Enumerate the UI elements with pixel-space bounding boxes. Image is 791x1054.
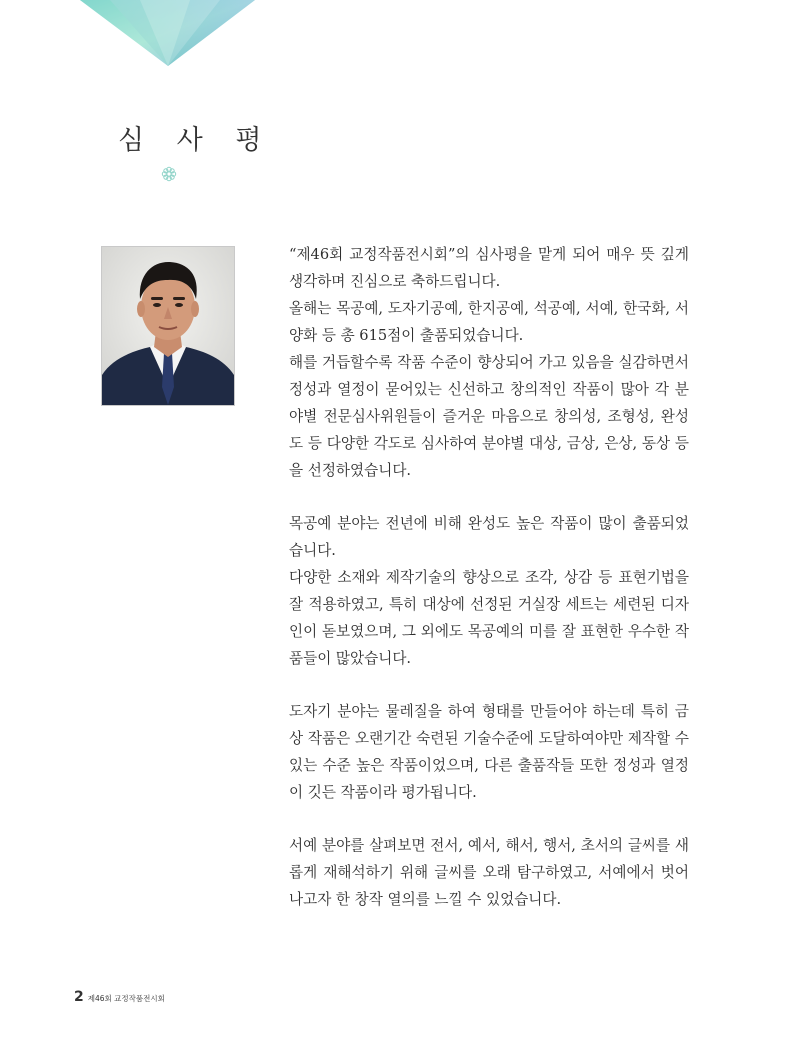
paragraph-judging: 해를 거듭할수록 작품 수준이 향상되어 가고 있음을 실감하면서 정성과 열정이 묻어있는 신선하고 창의적인 작품이 많아 각 분야별 전문심사위원들이 즐거운 마음으로 창의성, 조형성, 완성도 등 다양한 각도로 심사하여 분야별 대상, 금상, 은상, 동상 등을 선정하였습니다.: [289, 354, 689, 479]
paragraph-woodcraft: 목공예 분야는 전년에 비해 완성도 높은 작품이 많이 출품되었습니다.: [289, 515, 689, 559]
page-footer: [74, 989, 165, 1005]
page-number: 2: [74, 989, 84, 1005]
paragraph-calligraphy: 서예 분야를 살펴보면 전서, 예서, 해서, 행서, 초서의 글씨를 새롭게 재해석하기 위해 글씨를 오래 탐구하였고, 서예에서 벗어나고자 한 창작 열의를 느낄 수 있었습니다.: [289, 837, 689, 908]
review-body: [289, 241, 689, 913]
page-title: 심 사 평: [118, 125, 274, 157]
top-decorative-triangle: [80, 0, 255, 66]
paragraph-woodcraft-detail: 다양한 소재와 제작기술의 향상으로 조각, 상감 등 표현기법을 잘 적용하였고, 특히 대상에 선정된 거실장 세트는 세련된 디자인이 돋보였으며, 그 외에도 목공예의 미를 잘 표현한 우수한 작품들이 많았습니다.: [289, 569, 689, 667]
judge-portrait-photo: [101, 246, 235, 406]
footer-publication-label: 제46회 교정작품전시회: [87, 994, 165, 1003]
flower-ornament-icon: [160, 165, 178, 183]
paragraph-entries: 올해는 목공예, 도자기공예, 한지공예, 석공예, 서예, 한국화, 서양화 등 총 615점이 출품되었습니다.: [289, 300, 689, 344]
paragraph-intro: “제46회 교정작품전시회”의 심사평을 맡게 되어 매우 뜻 깊게 생각하며 진심으로 축하드립니다.: [289, 246, 689, 290]
paragraph-ceramics: 도자기 분야는 물레질을 하여 형태를 만들어야 하는데 특히 금상 작품은 오랜기간 숙련된 기술수준에 도달하여야만 제작할 수 있는 수준 높은 작품이었으며, 다른 출품작들 또한 정성과 열정이 깃든 작품이라 평가됩니다.: [289, 703, 689, 801]
